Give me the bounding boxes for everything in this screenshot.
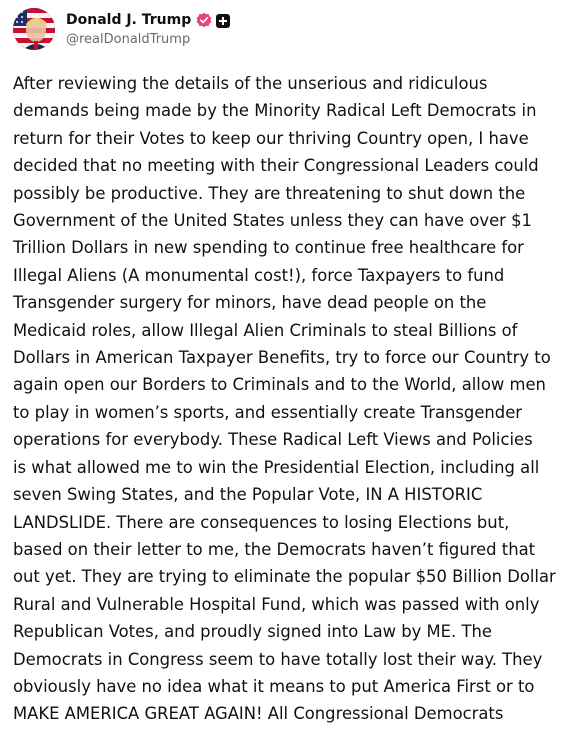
- verified-badge-icon: [196, 12, 212, 28]
- post-text-line: again open our Borders to Criminals and to the World, allow men: [13, 375, 546, 395]
- post-text-line: Medicaid roles, allow Illegal Alien Criminals to steal Billions of: [13, 320, 518, 340]
- post-text-line: possibly be productive. They are threatening to shut down the: [13, 183, 526, 203]
- post-text-line: Dollars in American Taxpayer Benefits, try to force our Country to: [13, 348, 551, 368]
- post-text-line: demands being made by the Minority Radical Left Democrats in: [13, 101, 537, 121]
- post-text-line: to play in women’s sports, and essentially create Transgender: [13, 402, 523, 422]
- post-text-line: seven Swing States, and the Popular Vote, IN A HISTORIC: [13, 485, 483, 505]
- post-text: [13, 70, 575, 728]
- post-text-line: Democrats in Congress seem to have totally lost their way. They: [13, 649, 543, 669]
- author-display-name[interactable]: Donald J. Trump: [66, 12, 192, 28]
- plus-square-icon: [216, 13, 230, 27]
- post-text-line: is what allowed me to win the Presidential Election, including all: [13, 457, 540, 477]
- author-name-row: [66, 10, 230, 30]
- post-text-line: obviously have no idea what it means to put America First or to: [13, 676, 535, 696]
- post-text-line: return for their Votes to keep our thriving Country open, I have: [13, 128, 529, 148]
- post-text-line: Government of the United States unless they can have over $1: [13, 211, 532, 231]
- post-text-line: operations for everybody. These Radical Left Views and Policies: [13, 430, 533, 450]
- author-handle[interactable]: @realDonaldTrump: [66, 32, 191, 47]
- post-text-line: Illegal Aliens (A monumental cost!), force Taxpayers to fund: [13, 265, 505, 285]
- post-text-line: Transgender surgery for minors, have dead people on the: [13, 293, 487, 313]
- post-text-line: Republican Votes, and proudly signed into Law by ME. The: [13, 622, 492, 642]
- post-text-line: out yet. They are trying to eliminate the popular $50 Billion Dollar: [13, 567, 556, 587]
- author-avatar[interactable]: [13, 8, 55, 50]
- author-info: [66, 10, 230, 47]
- post-text-line: based on their letter to me, the Democrats haven’t figured that: [13, 539, 536, 559]
- post-text-line: Rural and Vulnerable Hospital Fund, which was passed with only: [13, 594, 540, 614]
- portrait-flag-avatar-icon: [13, 8, 55, 50]
- post-text-line: Trillion Dollars in new spending to continue free healthcare for: [13, 238, 524, 258]
- post-text-line: LANDSLIDE. There are consequences to losing Elections but,: [13, 512, 510, 532]
- post-text-line: decided that no meeting with their Congressional Leaders could: [13, 156, 539, 176]
- post-text-line: MAKE AMERICA GREAT AGAIN! All Congressional Democrats: [13, 704, 504, 724]
- post-text-line: After reviewing the details of the unserious and ridiculous: [13, 74, 488, 93]
- post-header: [13, 8, 573, 54]
